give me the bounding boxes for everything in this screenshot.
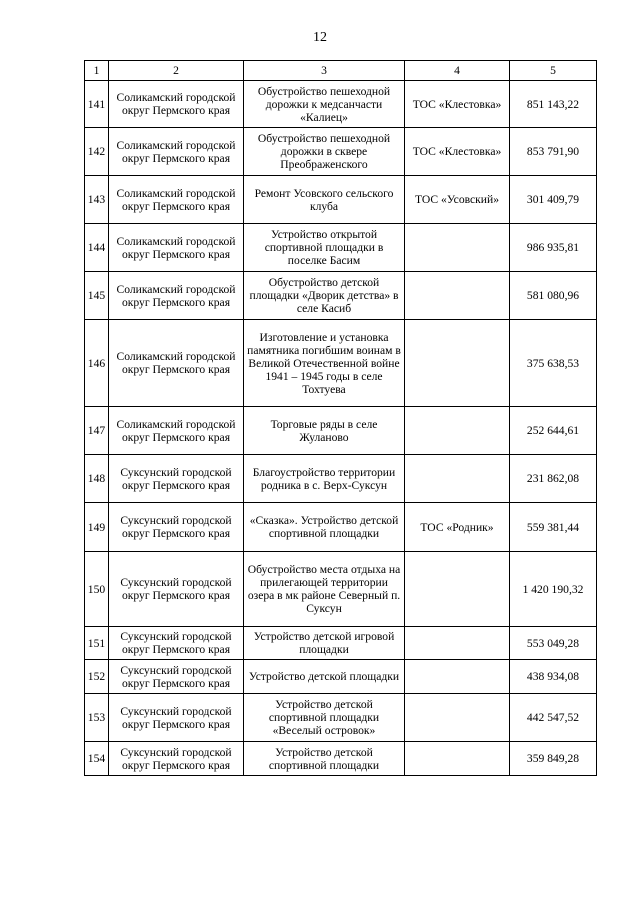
municipality-cell: Суксунский городской округ Пермского края: [109, 552, 244, 627]
table-row: [85, 81, 597, 128]
header-cell: 2: [109, 61, 244, 81]
row-number: 147: [85, 407, 109, 455]
row-number: 152: [85, 660, 109, 694]
row-number: 153: [85, 694, 109, 742]
row-number: 145: [85, 272, 109, 320]
tos-cell: [405, 627, 510, 660]
table-row: [85, 694, 597, 742]
row-number: 146: [85, 320, 109, 407]
amount-cell: 252 644,61: [510, 407, 597, 455]
project-cell: Устройство детской площадки: [244, 660, 405, 694]
project-cell: Устройство детской спортивной площадки «Веселый островок»: [244, 694, 405, 742]
project-cell: Ремонт Усовского сельского клуба: [244, 176, 405, 224]
row-number: 144: [85, 224, 109, 272]
table-row: [85, 272, 597, 320]
amount-cell: 359 849,28: [510, 742, 597, 776]
municipality-cell: Суксунский городской округ Пермского края: [109, 455, 244, 503]
tos-cell: ТОС «Усовский»: [405, 176, 510, 224]
municipality-cell: Соликамский городской округ Пермского края: [109, 320, 244, 407]
municipality-cell: Суксунский городской округ Пермского края: [109, 694, 244, 742]
tos-cell: ТОС «Клестовка»: [405, 128, 510, 176]
row-number: 142: [85, 128, 109, 176]
municipality-cell: Суксунский городской округ Пермского края: [109, 627, 244, 660]
header-cell: 3: [244, 61, 405, 81]
table-row: [85, 742, 597, 776]
tos-cell: [405, 407, 510, 455]
amount-cell: 559 381,44: [510, 503, 597, 552]
tos-cell: [405, 742, 510, 776]
row-number: 150: [85, 552, 109, 627]
tos-cell: [405, 694, 510, 742]
project-cell: Обустройство детской площадки «Дворик детства» в селе Касиб: [244, 272, 405, 320]
municipality-cell: Соликамский городской округ Пермского края: [109, 81, 244, 128]
projects-table: [84, 60, 597, 776]
tos-cell: [405, 660, 510, 694]
amount-cell: 851 143,22: [510, 81, 597, 128]
tos-cell: [405, 552, 510, 627]
row-number: 143: [85, 176, 109, 224]
project-cell: Устройство открытой спортивной площадки в поселке Басим: [244, 224, 405, 272]
tos-cell: ТОС «Клестовка»: [405, 81, 510, 128]
municipality-cell: Суксунский городской округ Пермского края: [109, 660, 244, 694]
header-cell: 4: [405, 61, 510, 81]
project-cell: Устройство детской игровой площадки: [244, 627, 405, 660]
amount-cell: 301 409,79: [510, 176, 597, 224]
table-row: [85, 455, 597, 503]
row-number: 151: [85, 627, 109, 660]
table-row: [85, 503, 597, 552]
project-cell: Изготовление и установка памятника погибшим воинам в Великой Отечественной войне 1941 – 1945 годы в селе Тохтуева: [244, 320, 405, 407]
row-number: 141: [85, 81, 109, 128]
municipality-cell: Суксунский городской округ Пермского края: [109, 503, 244, 552]
tos-cell: [405, 224, 510, 272]
row-number: 149: [85, 503, 109, 552]
municipality-cell: Соликамский городской округ Пермского края: [109, 176, 244, 224]
table-row: [85, 320, 597, 407]
row-number: 154: [85, 742, 109, 776]
municipality-cell: Соликамский городской округ Пермского края: [109, 407, 244, 455]
amount-cell: 581 080,96: [510, 272, 597, 320]
amount-cell: 986 935,81: [510, 224, 597, 272]
amount-cell: 442 547,52: [510, 694, 597, 742]
table-row: [85, 128, 597, 176]
table-row: [85, 224, 597, 272]
amount-cell: 553 049,28: [510, 627, 597, 660]
page-number: 12: [313, 30, 327, 45]
table-row: [85, 407, 597, 455]
amount-cell: 375 638,53: [510, 320, 597, 407]
project-cell: «Сказка». Устройство детской спортивной площадки: [244, 503, 405, 552]
tos-cell: [405, 272, 510, 320]
table-row: [85, 627, 597, 660]
municipality-cell: Суксунский городской округ Пермского края: [109, 742, 244, 776]
project-cell: Обустройство места отдыха на прилегающей территории озера в мк районе Северный п. Суксун: [244, 552, 405, 627]
amount-cell: 1 420 190,32: [510, 552, 597, 627]
tos-cell: ТОС «Родник»: [405, 503, 510, 552]
project-cell: Обустройство пешеходной дорожки к медсанчасти «Калиец»: [244, 81, 405, 128]
project-cell: Благоустройство территории родника в с. Верх-Суксун: [244, 455, 405, 503]
tos-cell: [405, 455, 510, 503]
tos-cell: [405, 320, 510, 407]
amount-cell: 231 862,08: [510, 455, 597, 503]
table-row: [85, 552, 597, 627]
header-cell: 1: [85, 61, 109, 81]
amount-cell: 853 791,90: [510, 128, 597, 176]
table-row: [85, 176, 597, 224]
municipality-cell: Соликамский городской округ Пермского края: [109, 272, 244, 320]
table-row: [85, 660, 597, 694]
municipality-cell: Соликамский городской округ Пермского края: [109, 224, 244, 272]
row-number: 148: [85, 455, 109, 503]
project-cell: Обустройство пешеходной дорожки в сквере Преображенского: [244, 128, 405, 176]
amount-cell: 438 934,08: [510, 660, 597, 694]
project-cell: Устройство детской спортивной площадки: [244, 742, 405, 776]
project-cell: Торговые ряды в селе Жуланово: [244, 407, 405, 455]
municipality-cell: Соликамский городской округ Пермского края: [109, 128, 244, 176]
table-header-row: [85, 61, 597, 81]
header-cell: 5: [510, 61, 597, 81]
